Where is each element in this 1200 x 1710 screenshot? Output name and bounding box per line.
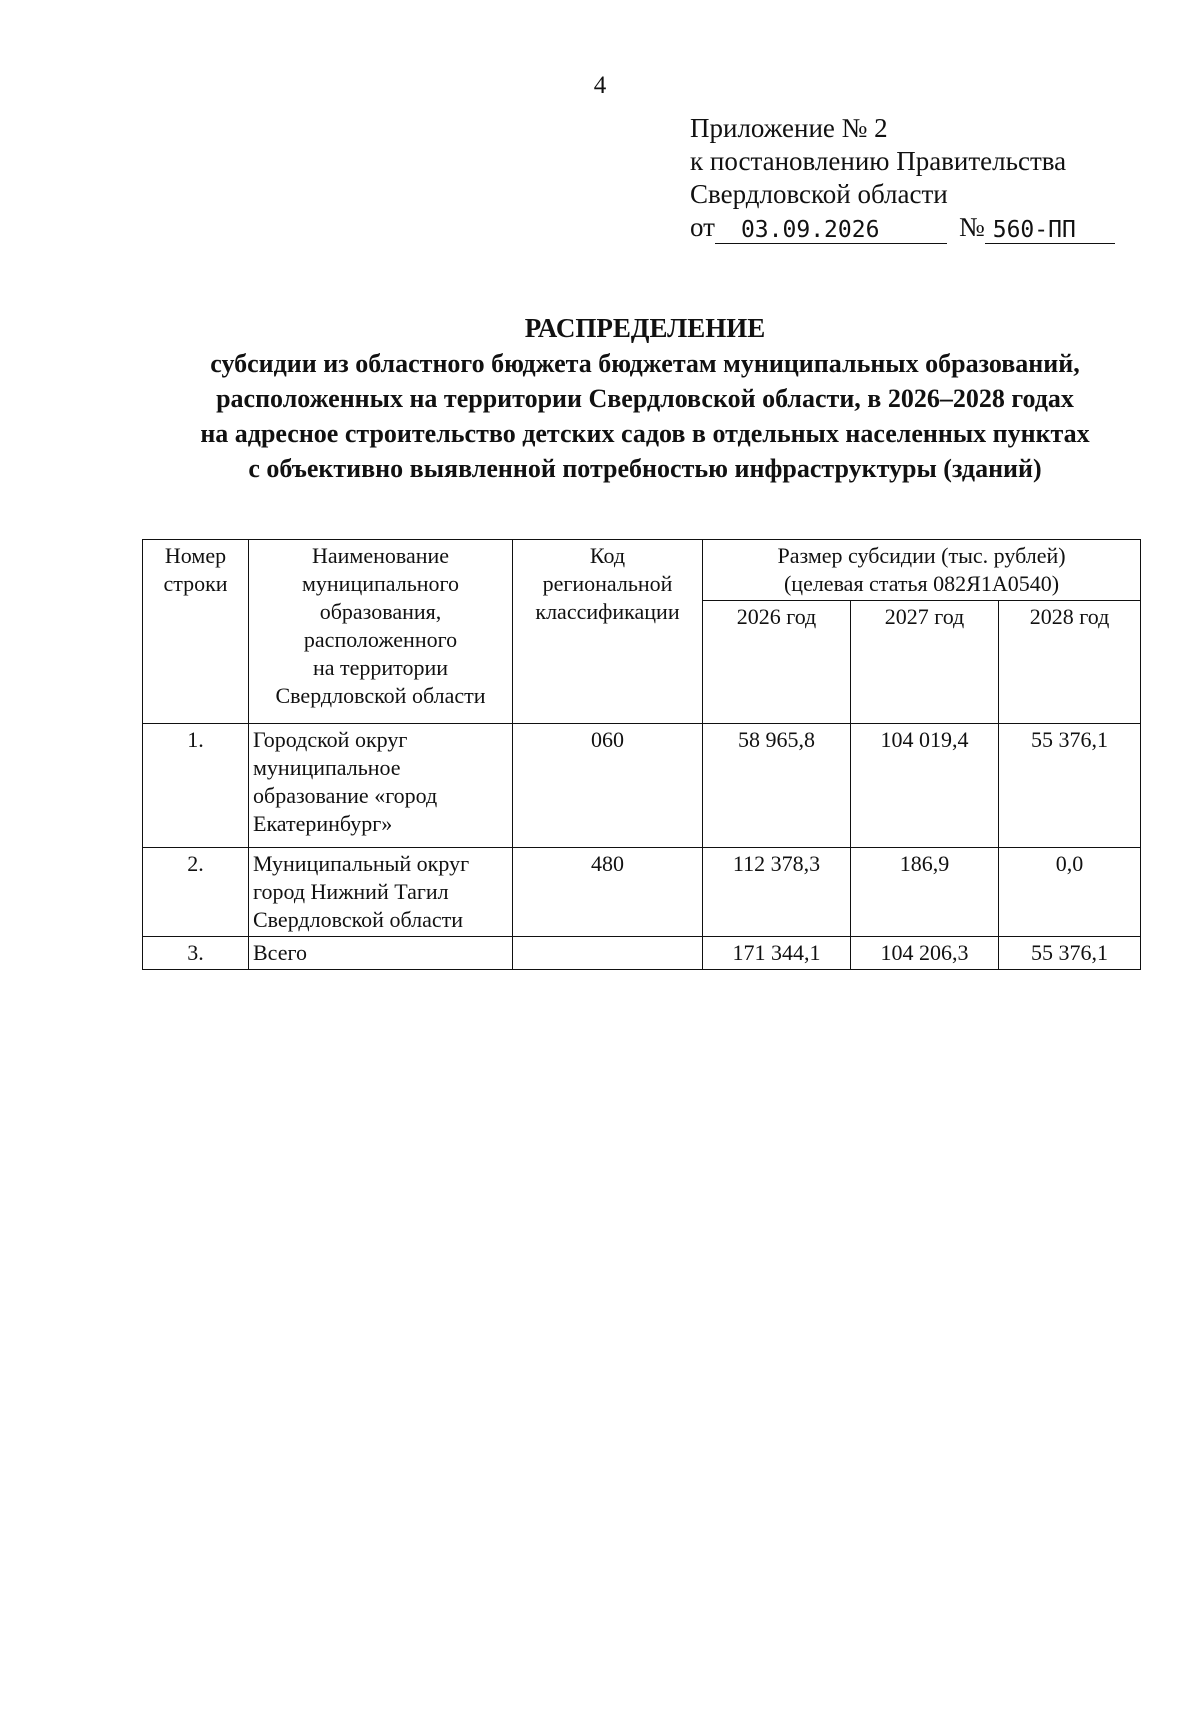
header-year-2028: 2028 год (999, 601, 1141, 724)
header-row-number: Номер строки (143, 540, 249, 724)
appendix-block (690, 112, 1130, 244)
date-prefix: от (690, 212, 715, 242)
resolution-date: 03.09.2026 (715, 217, 947, 244)
region-code: 060 (513, 724, 703, 848)
table-header-row (143, 540, 1141, 601)
subsidy-2026: 58 965,8 (703, 724, 851, 848)
row-number: 1. (143, 724, 249, 848)
heading-line-4: с объективно выявленной потребностью инфраструктуры (зданий) (248, 454, 1042, 483)
region-code: 480 (513, 848, 703, 937)
appendix-resolution: к постановлению Правительства (690, 146, 1067, 176)
subsidy-2027: 104 019,4 (851, 724, 999, 848)
number-sign: № (958, 212, 985, 242)
region-code (513, 937, 703, 970)
header-municipality-name: Наименование муниципального образования, расположенного на территории Свердловской области (249, 540, 513, 724)
municipality-name: Всего (249, 937, 513, 970)
heading-line-3: на адресное строительство детских садов в отдельных населенных пунктах (200, 419, 1090, 448)
subsidy-distribution-table (142, 539, 1141, 970)
header-year-2026: 2026 год (703, 601, 851, 724)
appendix-region: Свердловской области (690, 179, 948, 209)
row-number: 3. (143, 937, 249, 970)
heading-line-2: расположенных на территории Свердловской области, в 2026–2028 годах (216, 384, 1074, 413)
subsidy-2027: 186,9 (851, 848, 999, 937)
subsidy-2028: 0,0 (999, 848, 1141, 937)
subsidy-2028: 55 376,1 (999, 724, 1141, 848)
table-row-total (143, 937, 1141, 970)
header-year-2027: 2027 год (851, 601, 999, 724)
document-heading (100, 310, 1190, 486)
appendix-title: Приложение № 2 (690, 113, 888, 143)
header-region-code: Код региональной классификации (513, 540, 703, 724)
table-row (143, 848, 1141, 937)
subsidy-2028: 55 376,1 (999, 937, 1141, 970)
document-title: РАСПРЕДЕЛЕНИЕ (524, 313, 766, 343)
resolution-number: 560-ПП (985, 217, 1115, 244)
heading-line-1: субсидии из областного бюджета бюджетам муниципальных образований, (210, 349, 1080, 378)
municipality-name: Городской округ муниципальное образование «город Екатеринбург» (249, 724, 513, 848)
municipality-name: Муниципальный округ город Нижний Тагил Свердловской области (249, 848, 513, 937)
appendix-date-line (690, 211, 1130, 244)
subsidy-2026: 171 344,1 (703, 937, 851, 970)
header-subsidy-size: Размер субсидии (тыс. рублей) (целевая статья 082Я1А0540) (703, 540, 1141, 601)
table-row (143, 724, 1141, 848)
subsidy-2027: 104 206,3 (851, 937, 999, 970)
row-number: 2. (143, 848, 249, 937)
page-number: 4 (593, 72, 607, 99)
subsidy-2026: 112 378,3 (703, 848, 851, 937)
